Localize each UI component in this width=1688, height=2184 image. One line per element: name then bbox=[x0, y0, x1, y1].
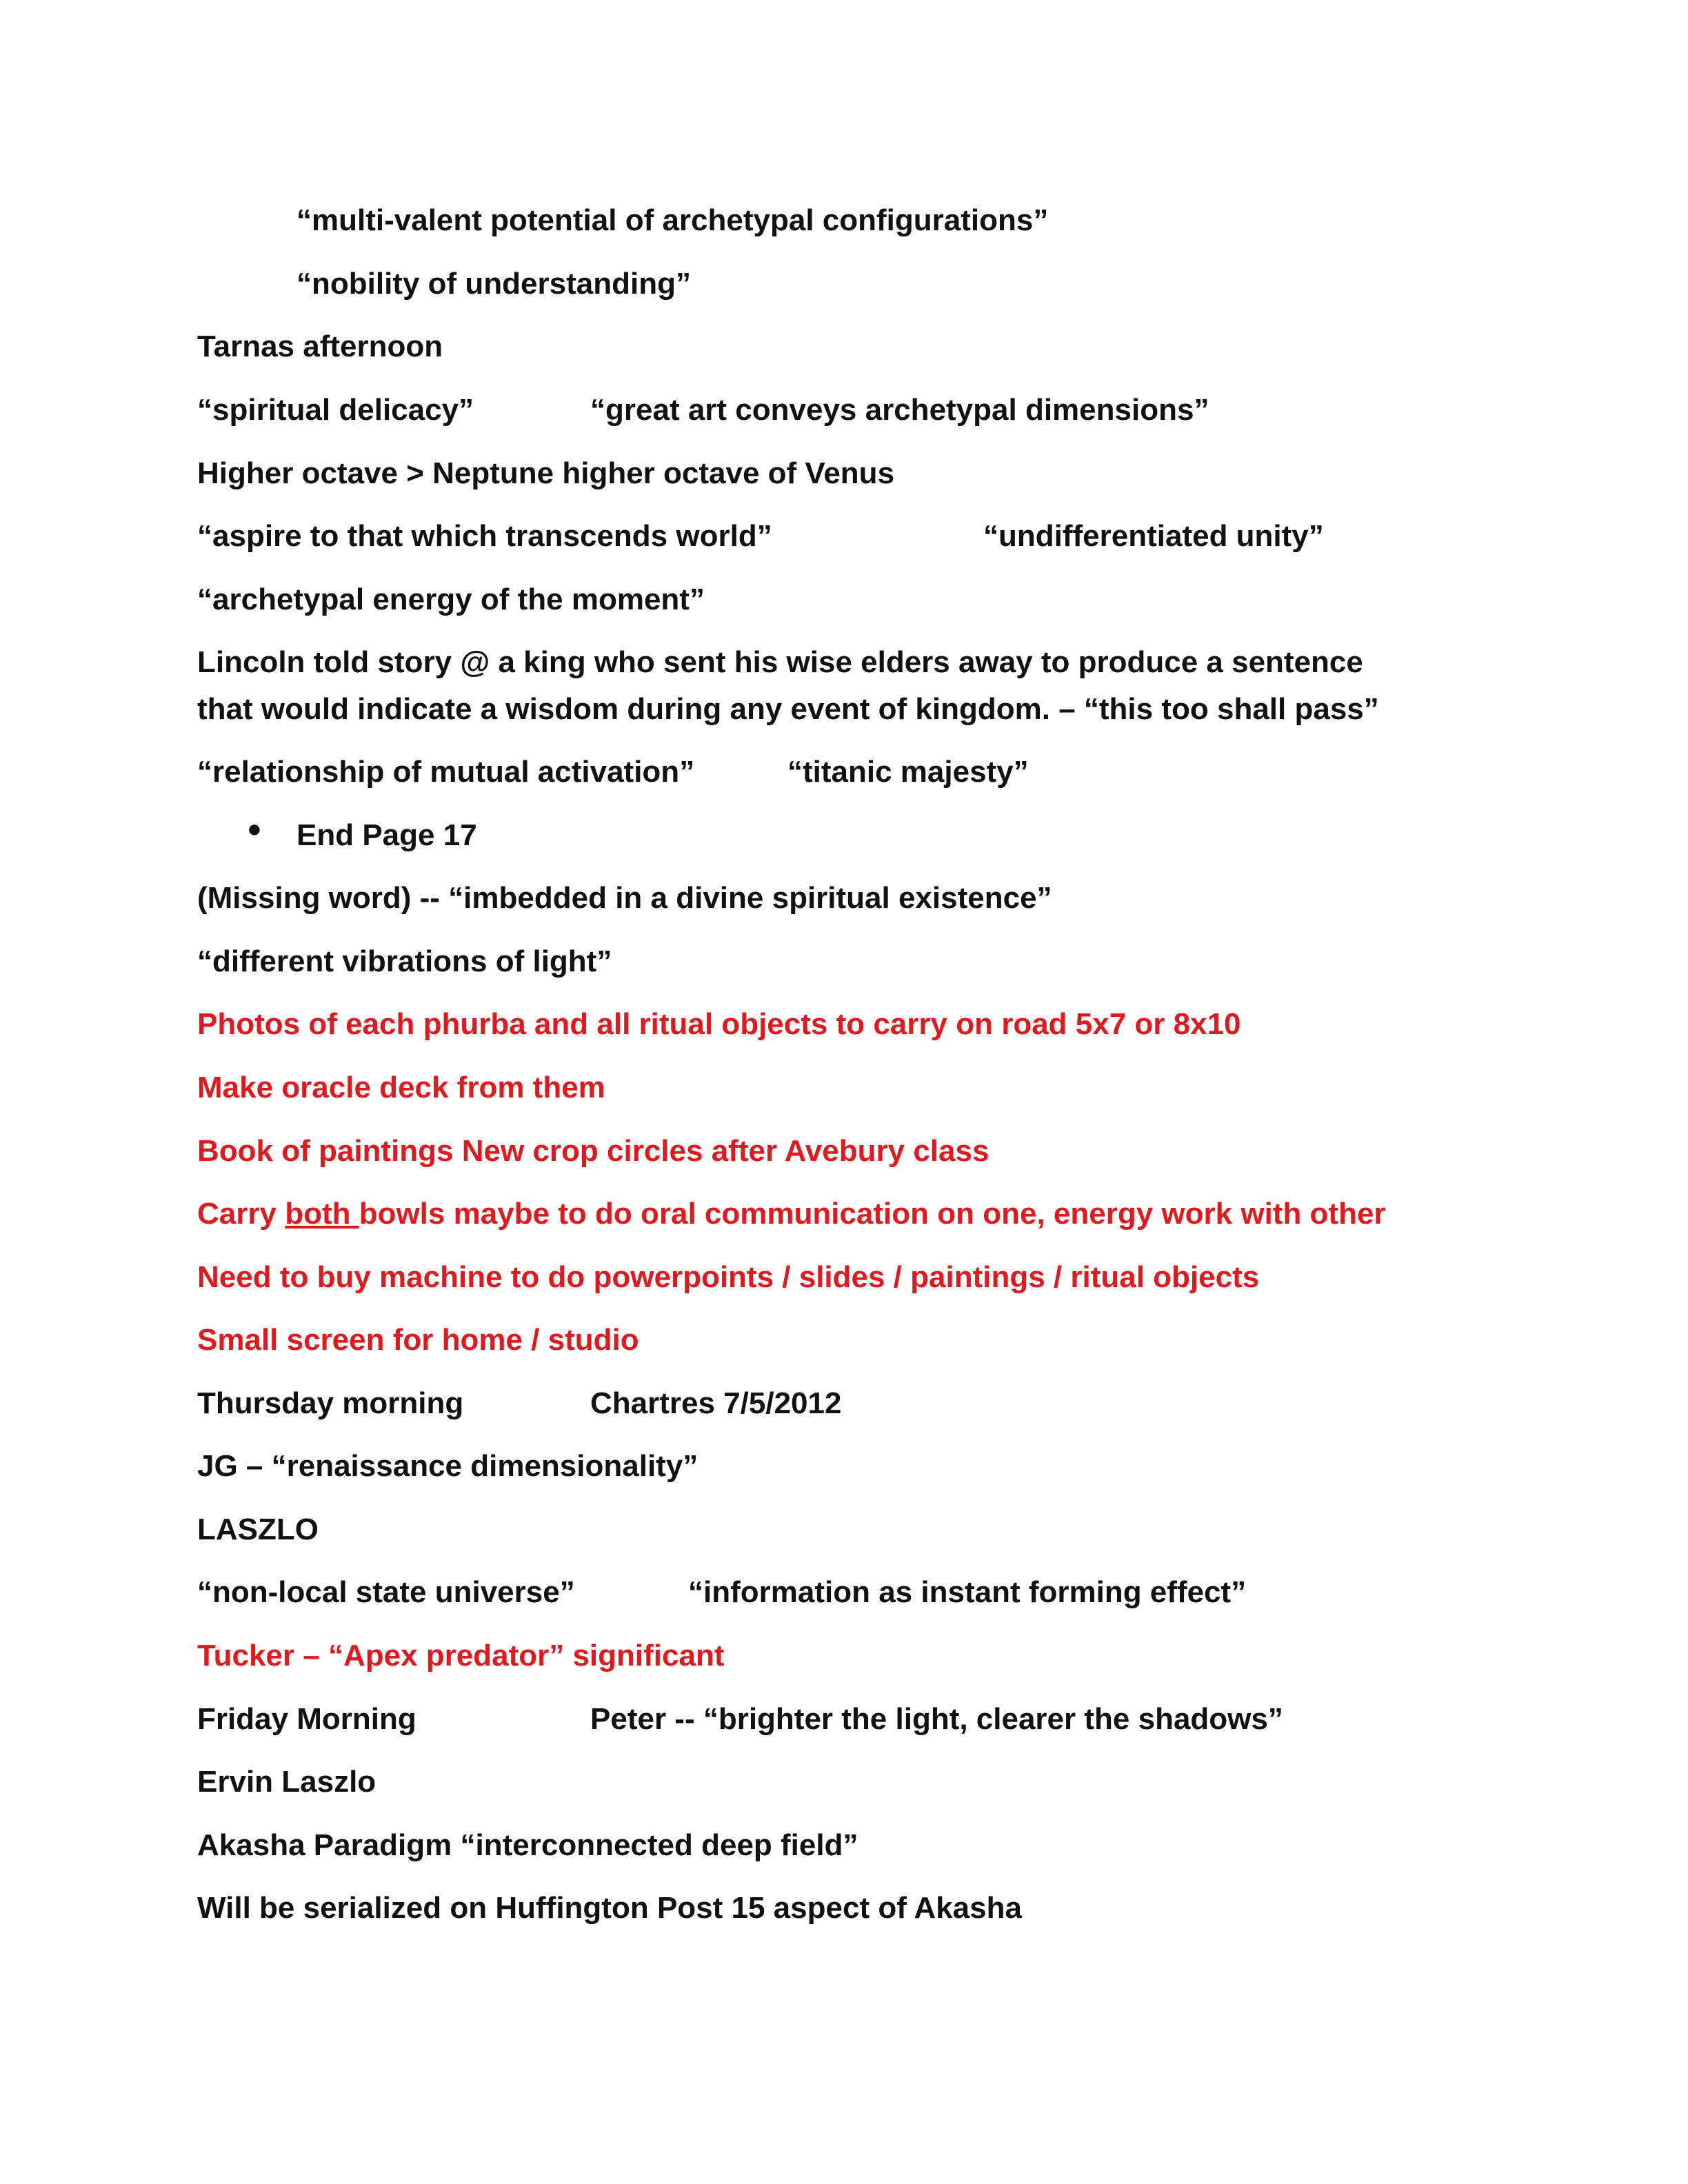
quote-different-vibrations: “different vibrations of light” bbox=[197, 944, 612, 978]
todo-carry-rest: bowls maybe to do oral communication on one, energy work with other bbox=[359, 1197, 1386, 1231]
todo-book-paintings: Book of paintings New crop circles after Avebury class bbox=[197, 1134, 989, 1168]
heading-friday-morning: Friday Morning bbox=[197, 1702, 416, 1736]
quote-mutual-activation: “relationship of mutual activation” bbox=[197, 755, 695, 789]
note-tucker-apex: Tucker – “Apex predator” significant bbox=[197, 1639, 725, 1672]
note-missing-word: (Missing word) -- “imbedded in a divine spiritual existence” bbox=[197, 881, 1052, 915]
quote-peter-brighter-light: Peter -- “brighter the light, clearer the shadows” bbox=[590, 1702, 1283, 1736]
quote-nobility: “nobility of understanding” bbox=[297, 267, 691, 301]
quote-information: “information as instant forming effect” bbox=[688, 1575, 1247, 1609]
line-spiritual-delicacy bbox=[197, 387, 1209, 433]
quote-non-local: “non-local state universe” bbox=[197, 1575, 575, 1609]
heading-tarnas-afternoon: Tarnas afternoon bbox=[197, 330, 443, 363]
quote-spiritual-delicacy: “spiritual delicacy” bbox=[197, 393, 474, 427]
bullet-end-page: End Page 17 bbox=[297, 818, 477, 852]
note-akasha-paradigm: Akasha Paradigm “interconnected deep field” bbox=[197, 1828, 858, 1862]
quote-archetypal-energy: “archetypal energy of the moment” bbox=[197, 583, 705, 616]
note-lincoln-line2: that would indicate a wisdom during any event of kingdom. – “this too shall pass” bbox=[197, 692, 1379, 726]
todo-small-screen: Small screen for home / studio bbox=[197, 1323, 639, 1357]
bullet-icon: ● bbox=[247, 814, 262, 842]
note-higher-octave: Higher octave > Neptune higher octave of Venus bbox=[197, 456, 895, 490]
quote-undifferentiated-unity: “undifferentiated unity” bbox=[983, 519, 1324, 553]
quote-aspire: “aspire to that which transcends world” bbox=[197, 519, 772, 553]
quote-multivalent: “multi-valent potential of archetypal configurations” bbox=[297, 203, 1049, 237]
line-mutual-activation bbox=[197, 749, 1029, 795]
heading-ervin-laszlo: Ervin Laszlo bbox=[197, 1765, 376, 1799]
heading-laszlo: LASZLO bbox=[197, 1513, 319, 1546]
line-non-local bbox=[197, 1570, 1247, 1615]
note-chartres-date: Chartres 7/5/2012 bbox=[590, 1386, 842, 1420]
todo-buy-machine: Need to buy machine to do powerpoints / slides / paintings / ritual objects bbox=[197, 1260, 1260, 1294]
note-lincoln-line1: Lincoln told story @ a king who sent his wise elders away to produce a sentence bbox=[197, 645, 1363, 679]
quote-renaissance-dimensionality: JG – “renaissance dimensionality” bbox=[197, 1449, 699, 1483]
todo-oracle-deck: Make oracle deck from them bbox=[197, 1071, 605, 1104]
line-aspire bbox=[197, 514, 1324, 559]
todo-carry-bowls bbox=[197, 1191, 1386, 1237]
line-thursday-morning bbox=[197, 1381, 842, 1426]
todo-photos-phurba: Photos of each phurba and all ritual objects to carry on road 5x7 or 8x10 bbox=[197, 1007, 1241, 1041]
todo-carry-underlined: both bbox=[285, 1197, 359, 1231]
line-friday-morning bbox=[197, 1697, 1283, 1742]
quote-great-art: “great art conveys archetypal dimensions” bbox=[590, 393, 1209, 427]
quote-titanic-majesty: “titanic majesty” bbox=[787, 755, 1029, 789]
heading-thursday-morning: Thursday morning bbox=[197, 1386, 464, 1420]
todo-carry-prefix: Carry bbox=[197, 1197, 285, 1231]
note-huffington-post: Will be serialized on Huffington Post 15 aspect of Akasha bbox=[197, 1891, 1022, 1925]
